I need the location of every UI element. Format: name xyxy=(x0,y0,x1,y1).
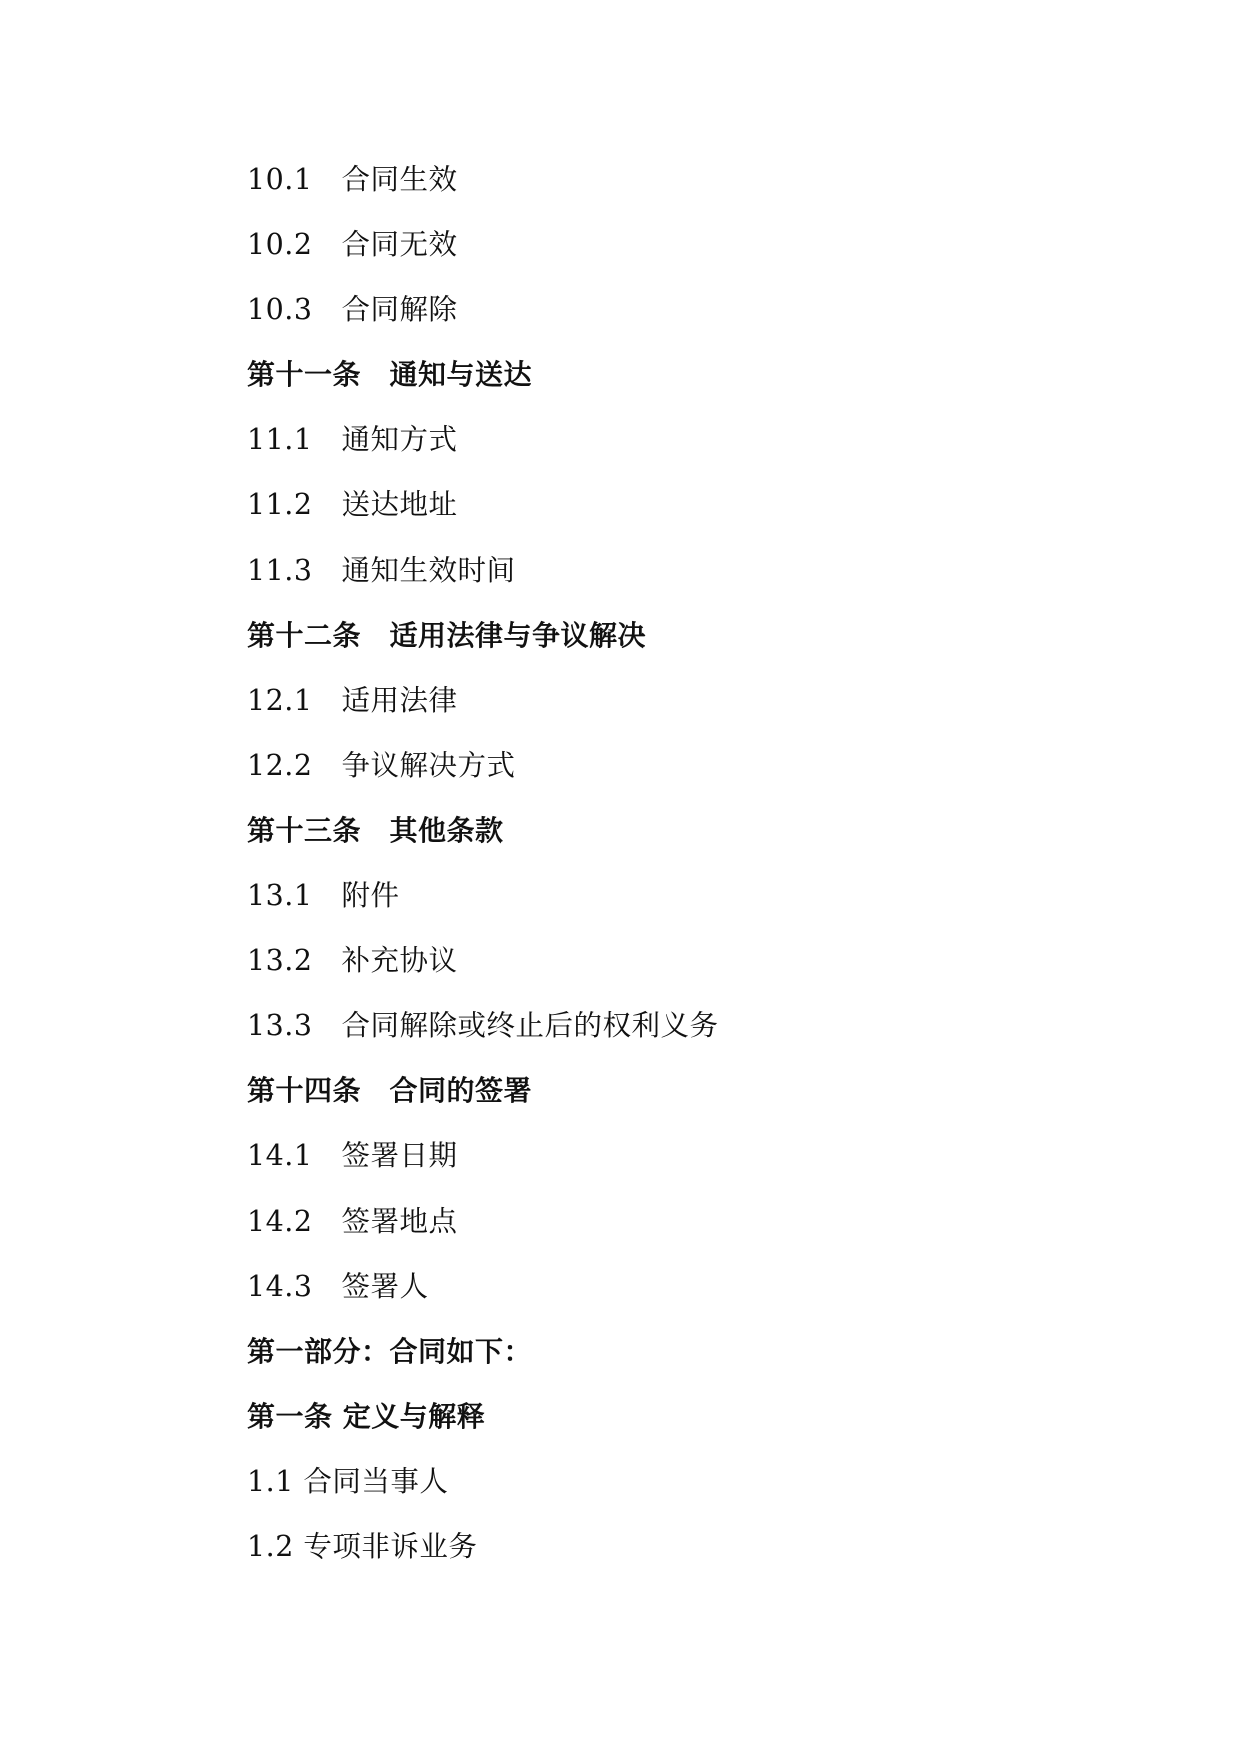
article-12-heading: 第十二条 适用法律与争议解决 xyxy=(247,618,647,652)
clause-14-2: 14.2 签署地点 xyxy=(247,1204,458,1238)
article-14-heading: 第十四条 合同的签署 xyxy=(247,1074,533,1108)
clause-13-2: 13.2 补充协议 xyxy=(247,944,458,978)
part-1-heading: 第一部分：合同如下： xyxy=(247,1334,533,1368)
article-11-heading: 第十一条 通知与送达 xyxy=(247,358,533,392)
article-13-heading: 第十三条 其他条款 xyxy=(247,813,504,847)
clause-11-2: 11.2 送达地址 xyxy=(247,488,458,522)
clause-14-1: 14.1 签署日期 xyxy=(247,1139,458,1173)
clause-11-3: 11.3 通知生效时间 xyxy=(247,553,516,587)
clause-1-1: 1.1 合同当事人 xyxy=(247,1464,449,1498)
clause-11-1: 11.1 通知方式 xyxy=(247,423,458,457)
article-1-heading: 第一条 定义与解释 xyxy=(247,1399,486,1433)
clause-1-2: 1.2 专项非诉业务 xyxy=(247,1529,478,1563)
clause-13-3: 13.3 合同解除或终止后的权利义务 xyxy=(247,1009,719,1043)
clause-12-2: 12.2 争议解决方式 xyxy=(247,748,516,782)
clause-10-3: 10.3 合同解除 xyxy=(247,293,458,327)
clause-10-1: 10.1 合同生效 xyxy=(247,163,458,196)
clause-12-1: 12.1 适用法律 xyxy=(247,683,458,717)
clause-14-3: 14.3 签署人 xyxy=(247,1269,429,1303)
clause-13-1: 13.1 附件 xyxy=(247,879,400,913)
clause-10-2: 10.2 合同无效 xyxy=(247,228,458,262)
